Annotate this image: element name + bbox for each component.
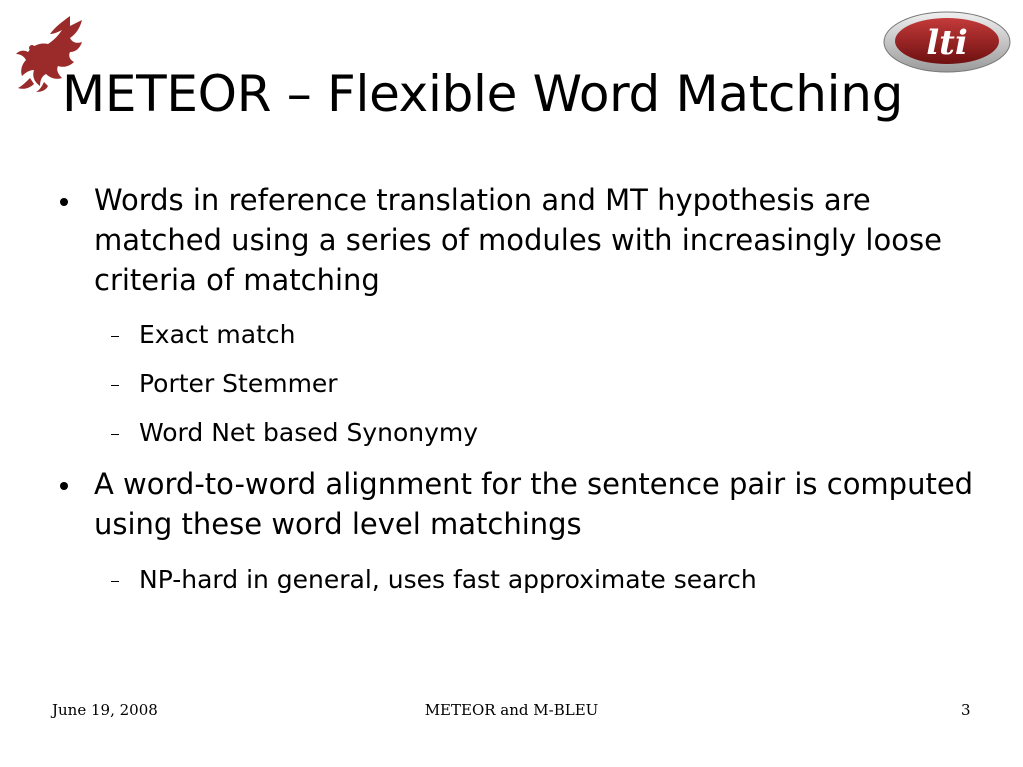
dash-icon xyxy=(111,434,119,435)
footer-date: June 19, 2008 xyxy=(52,701,158,719)
sub-item xyxy=(139,367,338,401)
page-number: 3 xyxy=(961,701,971,719)
bullet-dot-icon xyxy=(60,198,68,206)
bullet-dot-icon xyxy=(60,482,68,490)
bullet-text: A word-to-word alignment for the sentence pair is computed using these word level matchings xyxy=(94,467,974,541)
sub-item xyxy=(139,416,478,450)
sub-item-text: Word Net based Synonymy xyxy=(139,418,479,447)
sub-item xyxy=(139,563,757,597)
slide-title: METEOR – Flexible Word Matching xyxy=(62,65,904,123)
svg-text:lti: lti xyxy=(926,23,968,63)
dash-icon xyxy=(111,581,119,582)
sub-item-text: Exact match xyxy=(139,320,296,349)
dash-icon xyxy=(111,336,119,337)
bullet-item xyxy=(94,180,974,300)
bullet-text: Words in reference translation and MT hypothesis are matched using a series of modules with increasingly loose criteria of matching xyxy=(94,183,942,297)
sub-item-text: Porter Stemmer xyxy=(139,369,338,398)
sub-item xyxy=(139,318,295,352)
bullet-item xyxy=(94,464,974,544)
dash-icon xyxy=(111,385,119,386)
sub-item-text: NP-hard in general, uses fast approximate search xyxy=(139,565,757,594)
footer-title: METEOR and M-BLEU xyxy=(424,701,599,719)
